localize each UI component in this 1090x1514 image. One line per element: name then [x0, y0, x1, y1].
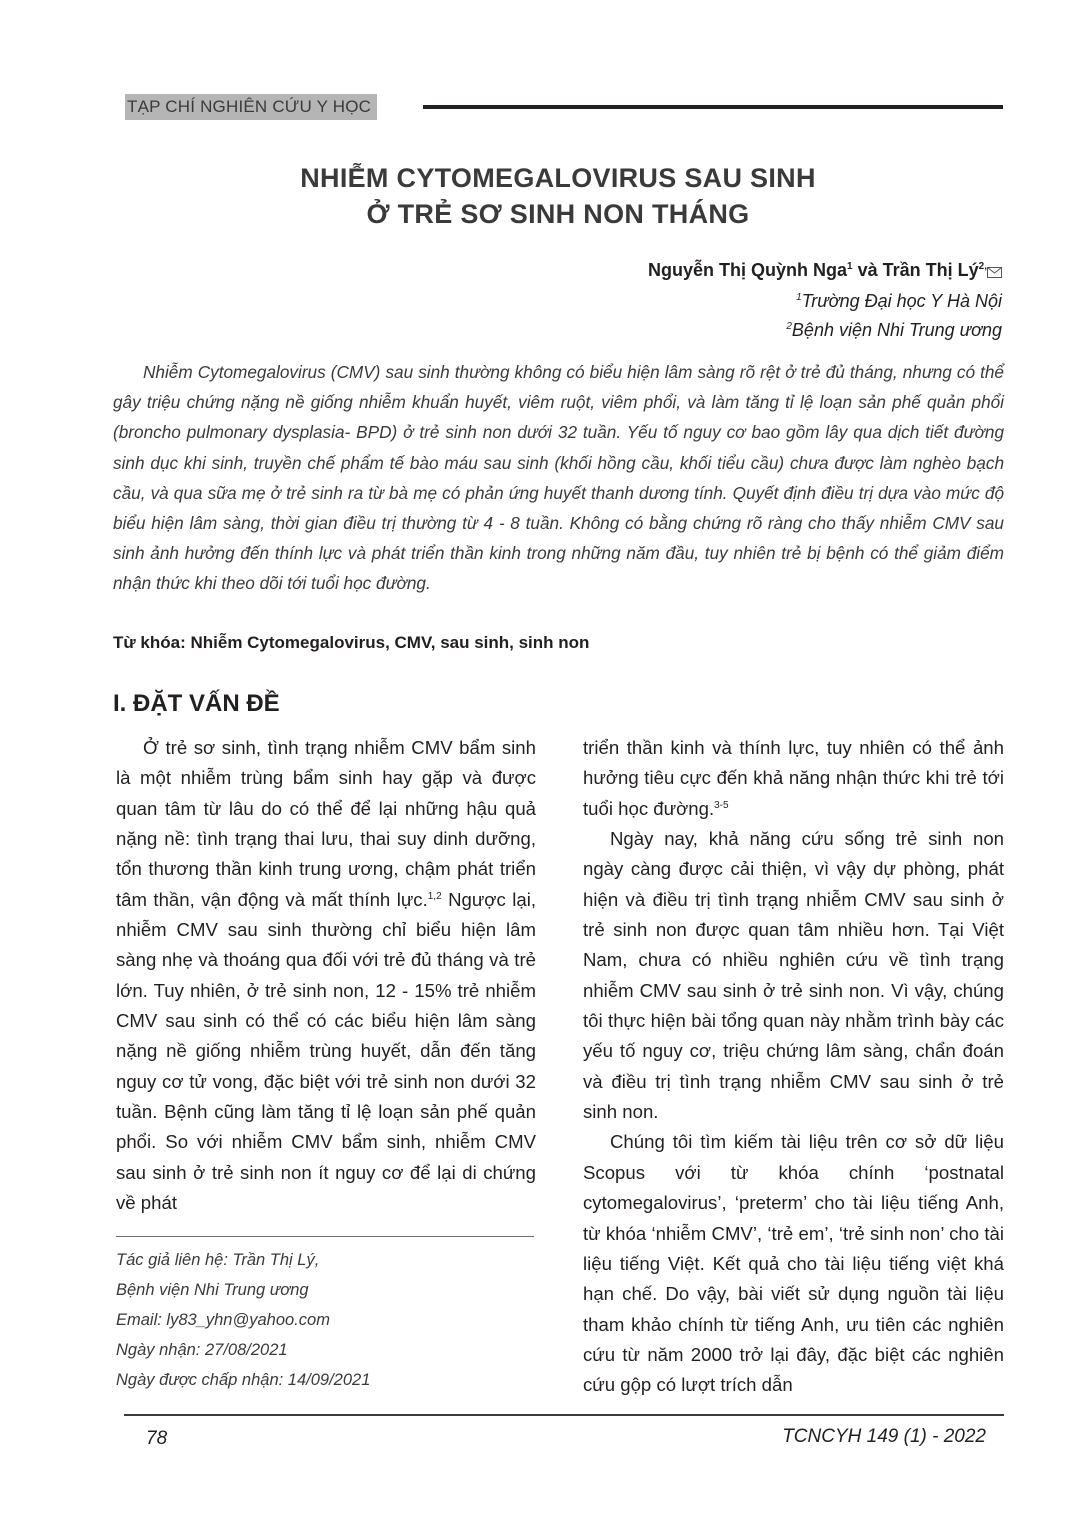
section-heading: I. ĐẶT VẤN ĐỀ: [113, 690, 280, 717]
affiliation-1-number: 1: [796, 292, 802, 303]
body-paragraph: [583, 733, 1004, 824]
footnote-accepted-date: Ngày được chấp nhận: 14/09/2021: [116, 1371, 371, 1389]
journal-header: [125, 94, 1003, 120]
footnote-email: Email: ly83_yhn@yahoo.com: [116, 1311, 330, 1329]
affiliation-1: [648, 287, 1002, 316]
journal-reference: TCNCYH 149 (1) - 2022: [782, 1426, 986, 1447]
footnote-institution: Bệnh viện Nhi Trung ương: [116, 1281, 309, 1299]
body-text: Ở trẻ sơ sinh, tình trạng nhiễm CMV bẩm sinh là một nhiễm trùng bẩm sinh hay gặp và được quan tâm từ lâu do có thể để lại những hậu quả nặng nề: tình trạng thai lưu, thai suy dinh dưỡng, tổn thương thần kinh trung ương, chậm phát triển tâm thần, vận động và mất thính lực.: [116, 737, 536, 910]
author-conjunction: và: [852, 260, 883, 280]
affiliation-2-text: Bệnh viện Nhi Trung ương: [791, 320, 1002, 340]
article-title: [110, 160, 1006, 232]
author-2-affiliation: 2,: [978, 261, 987, 272]
body-paragraph: Chúng tôi tìm kiếm tài liệu trên cơ sở dữ liệu Scopus với từ khóa chính ‘postnatal cytomegalovirus’, ‘preterm’ cho tài liệu tiếng Anh, từ khóa ‘nhiễm CMV’, ‘trẻ em’, ‘trẻ sinh non’ cho tài liệu tiếng Việt. Kết quả cho tài liệu tiếng việt khá hạn chế. Do vậy, bài viết sử dụng nguồn tài liệu tham khảo chính từ tiếng Anh, ưu tiên các nghiên cứu từ năm 2000 trở lại đây, đặc biệt các nghiên cứu gộp có lượt trích dẫn: [583, 1131, 1004, 1396]
abstract: [113, 357, 1004, 599]
footnote-received-date: Ngày nhận: 27/08/2021: [116, 1341, 288, 1359]
author-2: Trần Thị Lý: [882, 260, 979, 280]
footnote: [116, 1245, 536, 1395]
article-title-line-1: NHIỄM CYTOMEGALOVIRUS SAU SINH: [300, 163, 816, 193]
citation: 1,2: [427, 890, 442, 902]
journal-name: TẠP CHÍ NGHIÊN CỨU Y HỌC: [125, 94, 377, 120]
body-text: triển thần kinh và thính lực, tuy nhiên có thể ảnh hưởng tiêu cực đến khả năng nhận thức khi trẻ tới tuổi học đường.: [583, 737, 1004, 819]
affiliation-1-text: Trường Đại học Y Hà Nội: [801, 291, 1002, 311]
citation: 3-5: [714, 799, 729, 811]
affiliation-2-number: 2: [786, 321, 792, 332]
author-1-affiliation: 1: [847, 261, 853, 272]
envelope-icon: [987, 258, 1002, 287]
author-block: [648, 256, 1002, 345]
author-names: [648, 256, 1002, 287]
header-rule: [423, 105, 1003, 109]
affiliation-2: [648, 316, 1002, 345]
body-column-left: [116, 733, 536, 1219]
author-1: Nguyễn Thị Quỳnh Nga: [648, 260, 848, 280]
body-column-right: [583, 733, 1004, 1401]
footnote-rule: [116, 1236, 534, 1237]
page-number: 78: [146, 1428, 168, 1449]
body-paragraph: [116, 733, 536, 1219]
footnote-corresponding-author: Tác giả liên hệ: Trần Thị Lý,: [116, 1251, 320, 1269]
footer-rule: [124, 1414, 1004, 1416]
keywords: Từ khóa: Nhiễm Cytomegalovirus, CMV, sau sinh, sinh non: [113, 633, 590, 652]
body-paragraph: Ngày nay, khả năng cứu sống trẻ sinh non ngày càng được cải thiện, vì vậy dự phòng, phát hiện và điều trị tình trạng nhiễm CMV sau sinh ở trẻ sinh non được quan tâm nhiều hơn. Tại Việt Nam, chưa có nhiều nghiên cứu về tình trạng nhiễm CMV sau sinh ở trẻ sinh non. Vì vậy, chúng tôi thực hiện bài tổng quan này nhằm trình bày các yếu tố nguy cơ, triệu chứng lâm sàng, chẩn đoán và điều trị tình trạng nhiễm CMV sau sinh ở trẻ sinh non.: [583, 828, 1004, 1123]
body-text: Ngược lại, nhiễm CMV sau sinh thường chỉ biểu hiện lâm sàng nhẹ và thoáng qua đối với trẻ đủ tháng và trẻ lớn. Tuy nhiên, ở trẻ sinh non, 12 - 15% trẻ nhiễm CMV sau sinh có thể có các biểu hiện lâm sàng nặng nề giống nhiễm trùng huyết, dẫn đến tăng nguy cơ tử vong, đặc biệt với trẻ sinh non dưới 32 tuần. Bệnh cũng làm tăng tỉ lệ loạn sản phế quản phổi. So với nhiễm CMV bẩm sinh, nhiễm CMV sau sinh ở trẻ sinh non ít nguy cơ để lại di chứng về phát: [116, 888, 536, 1214]
article-title-line-2: Ở TRẺ SƠ SINH NON THÁNG: [366, 199, 750, 229]
abstract-text: Nhiễm Cytomegalovirus (CMV) sau sinh thường không có biểu hiện lâm sàng rõ rệt ở trẻ đủ tháng, nhưng có thể gây triệu chứng nặng nề giống nhiễm khuẩn huyết, viêm ruột, viêm phổi, và làm tăng tỉ lệ loạn sản phế quản phổi (broncho pulmonary dysplasia- BPD) ở trẻ sinh non dưới 32 tuần. Yếu tố nguy cơ bao gồm lây qua dịch tiết đường sinh dục khi sinh, truyền chế phẩm tế bào máu sau sinh (khối hồng cầu, khối tiểu cầu) chưa được làm nghèo bạch cầu, và qua sữa mẹ ở trẻ sinh ra từ bà mẹ có phản ứng huyết thanh dương tính. Quyết định điều trị dựa vào mức độ biểu hiện lâm sàng, thời gian điều trị thường từ 4 - 8 tuần. Không có bằng chứng rõ ràng cho thấy nhiễm CMV sau sinh ảnh hưởng đến thính lực và phát triển thần kinh trong những năm đầu, tuy nhiên trẻ bị bệnh có thể giảm điểm nhận thức khi theo dõi tới tuổi học đường.: [113, 362, 1004, 594]
